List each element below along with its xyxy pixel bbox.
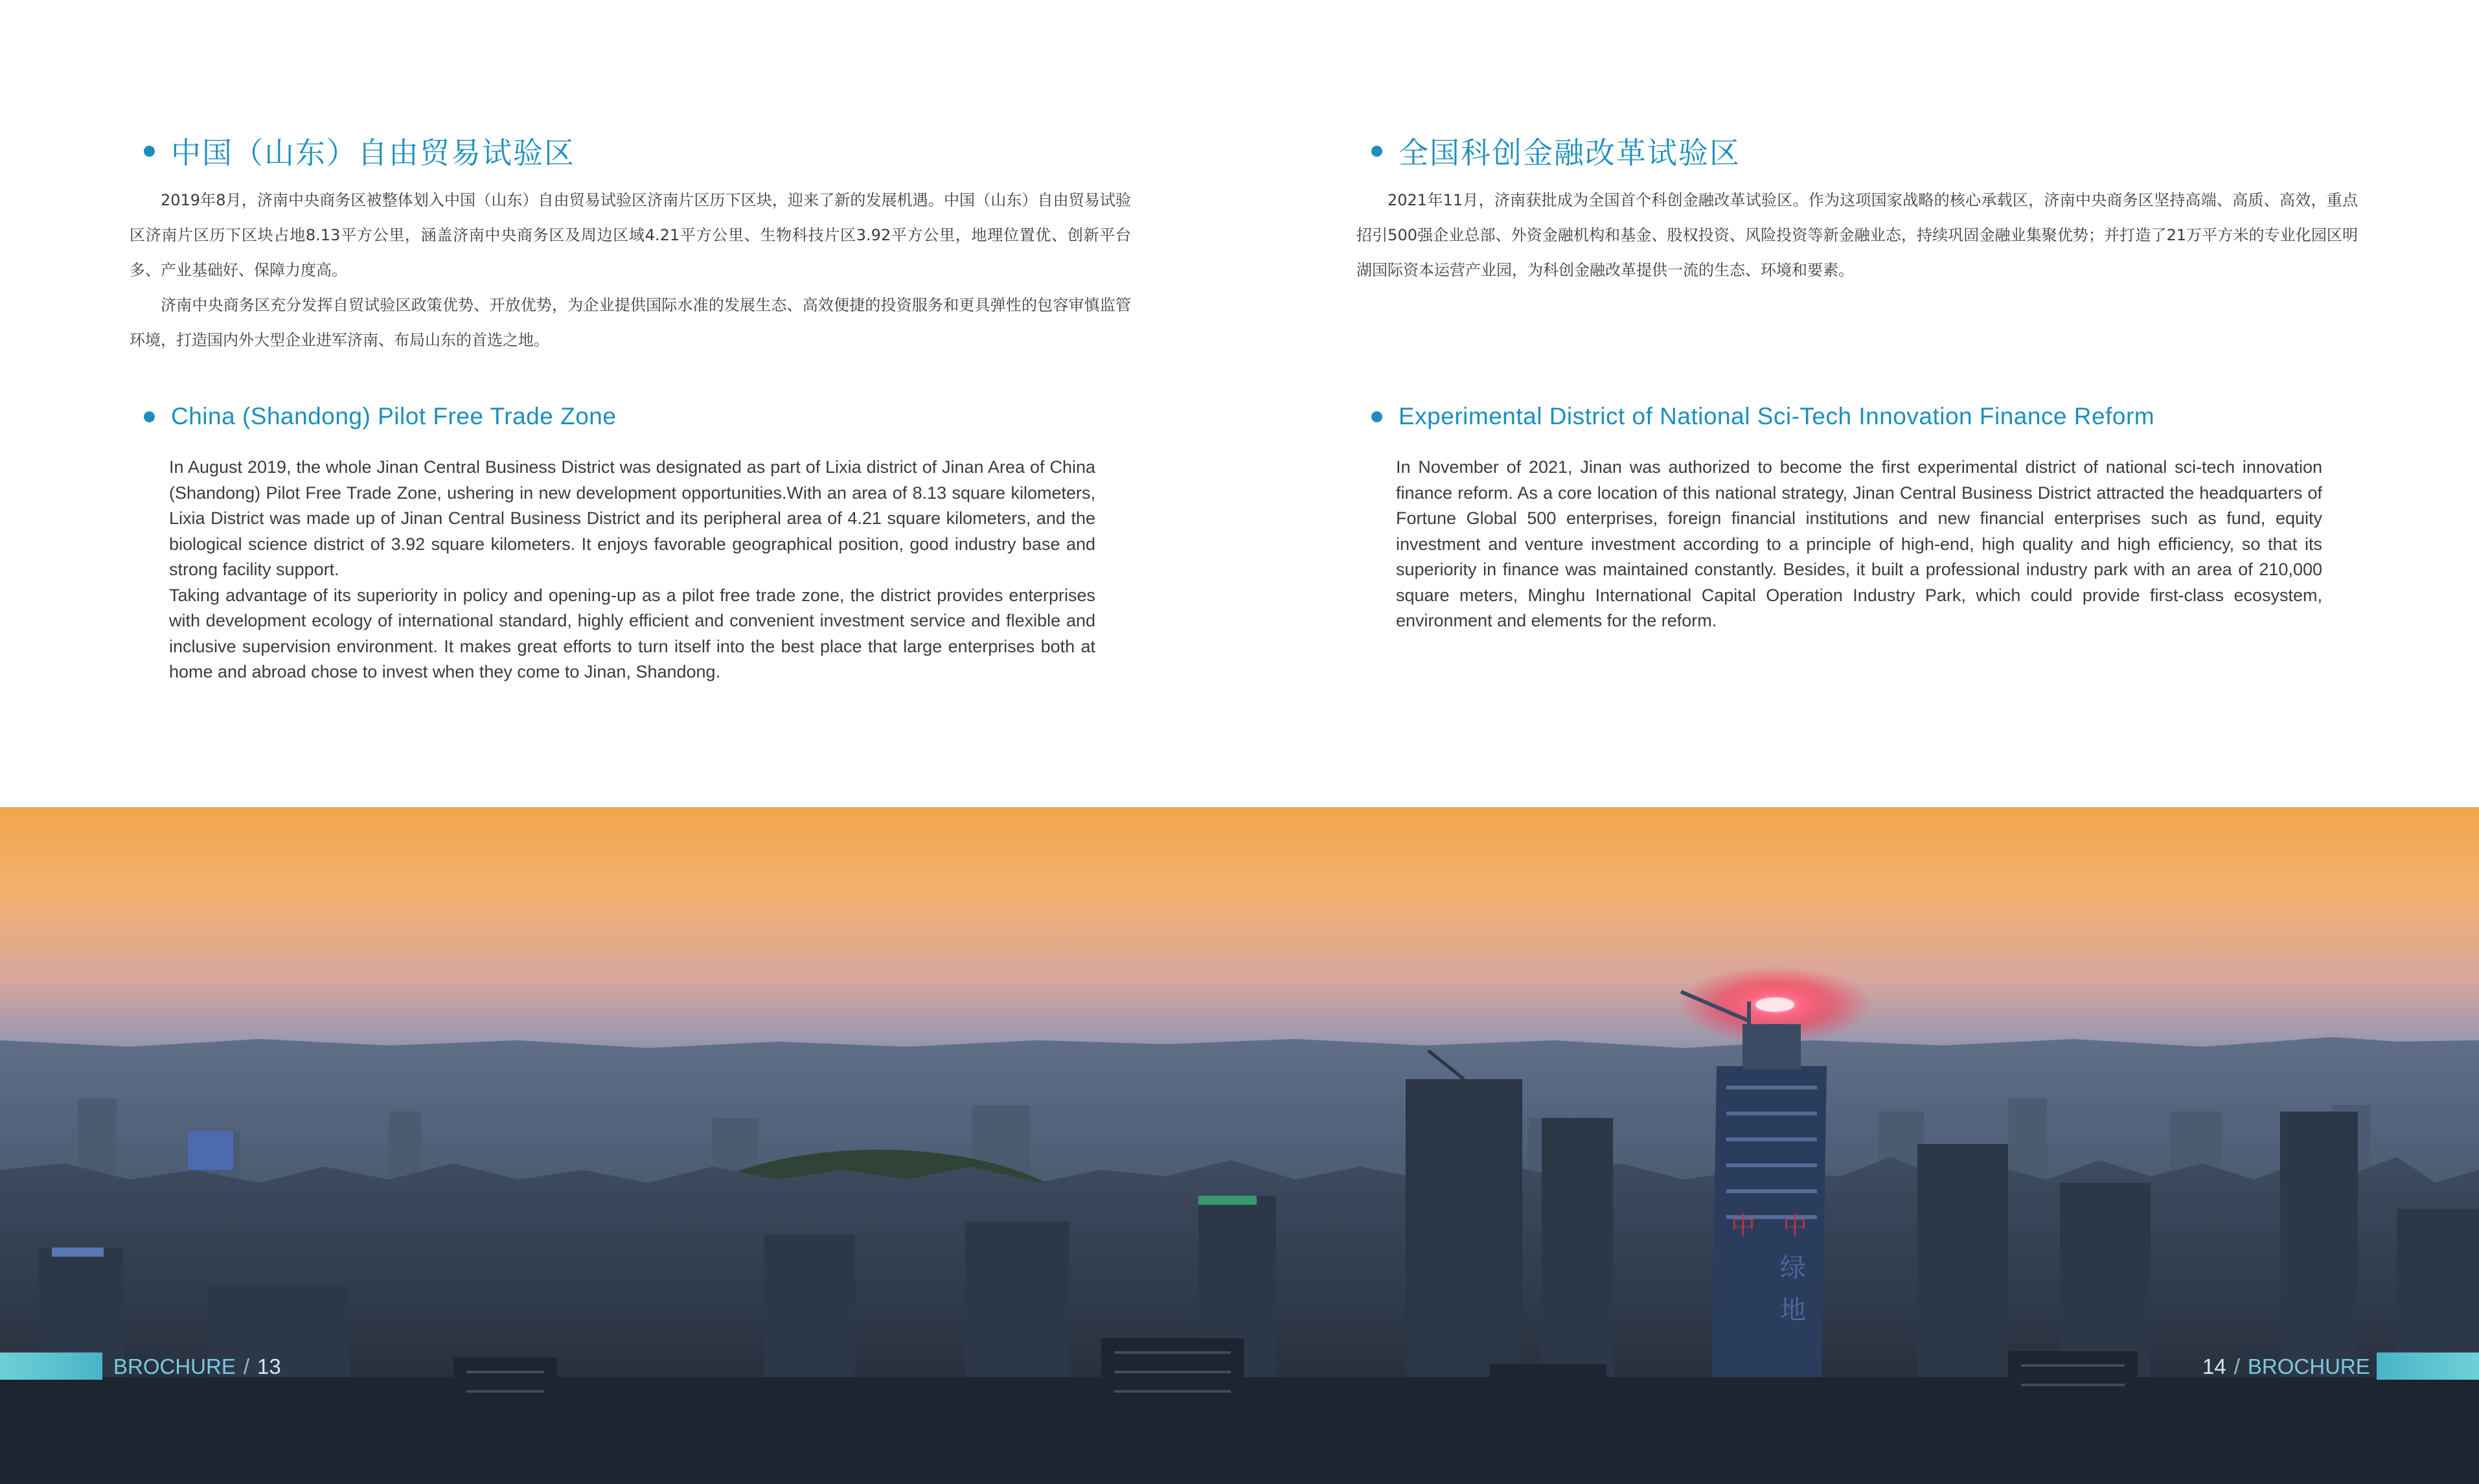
footer-right-brand: BROCHURE <box>2247 1354 2370 1378</box>
right-en-heading-text: Experimental District of National Sci-Tech Innovation Finance Reform <box>1399 403 2155 429</box>
city-sunset-photo <box>0 807 2479 1484</box>
left-en-paragraph-2: Taking advantage of its superiority in policy and opening-up as a pilot free trade zone, the district provides enterprises with development ecology of international standard, highly efficient and convenient investment service and flexible and inclusive supervision environment. It makes great efforts to turn itself into the best place that large enterprises both at home and abroad chose to invest when they come to Jinan, Shandong. <box>169 585 1095 681</box>
left-en-heading <box>144 403 616 430</box>
left-cn-paragraph-2: 济南中央商务区充分发挥自贸试验区政策优势、开放优势，为企业提供国际水准的发展生态、高效便捷的投资服务和更具弹性的包容审慎监管环境，打造国内外大型企业进军济南、布局山东的首选之地。 <box>130 296 1131 349</box>
tower-sign-3: 绿 <box>1780 1253 1806 1283</box>
left-cn-heading-text: 中国（山东）自由贸易试验区 <box>171 135 575 170</box>
tower-sign-2: 中 <box>1783 1212 1808 1240</box>
tower-sign-1: 中 <box>1731 1212 1756 1240</box>
footer-right-page-number: 14 <box>2202 1354 2226 1378</box>
left-cn-heading <box>144 130 575 172</box>
footer-left-accent-bar <box>0 1353 102 1380</box>
left-cn-body <box>130 183 1131 358</box>
right-cn-paragraph-1: 2021年11月，济南获批成为全国首个科创金融改革试验区。作为这项国家战略的核心承载区，济南中央商务区坚持高端、高质、高效，重点招引500强企业总部、外资金融机构和基金、股权投资、风险投资等新金融业态，持续巩固金融业集聚优势；并打造了21万平方米的专业化园区明湖国际资本运营产业园，为科创金融改革提供一流的生态、环境和要素。 <box>1356 191 2358 279</box>
footer-left-slash: / <box>243 1354 250 1378</box>
footer-left <box>113 1354 281 1379</box>
right-en-body <box>1396 455 2322 634</box>
bullet-icon <box>1371 146 1382 157</box>
footer-left-brand: BROCHURE <box>113 1354 236 1378</box>
footer-right <box>2202 1354 2370 1379</box>
left-en-body <box>169 455 1095 685</box>
left-cn-paragraph-1: 2019年8月，济南中央商务区被整体划入中国（山东）自由贸易试验区济南片区历下区块，迎来了新的发展机遇。中国（山东）自由贸易试验区济南片区历下区块占地8.13平方公里，涵盖济南中央商务区及周边区域4.21平方公里、生物科技片区3.92平方公里，地理位置优、创新平台多、产业基础好、保障力度高。 <box>130 191 1131 279</box>
footer-right-slash: / <box>2233 1354 2240 1378</box>
bullet-icon <box>144 146 155 157</box>
right-cn-heading-text: 全国科创金融改革试验区 <box>1399 135 1741 170</box>
footer-left-page-number: 13 <box>257 1354 281 1378</box>
right-cn-heading <box>1371 130 1741 172</box>
skyline-illustration <box>0 807 2479 1484</box>
left-en-heading-text: China (Shandong) Pilot Free Trade Zone <box>171 403 617 429</box>
bullet-icon <box>1371 411 1382 422</box>
right-en-paragraph-1: In November of 2021, Jinan was authorized to become the first experimental district of national sci-tech innovation finance reform. As a core location of this national strategy, Jinan Central Business District attracted the headquarters of Fortune Global 500 enterprises, foreign financial institutions and new financial enterprises such as fund, equity investment and venture investment according to a principle of high-end, high quality and high efficiency, so that its superiority in finance was maintained constantly. Besides, it built a professional industry park with an area of 210,000 square meters, Minghu International Capital Operation Industry Park, which could provide first-class ecosystem, environment and elements for the reform. <box>1396 457 2322 630</box>
bullet-icon <box>144 411 155 422</box>
footer-right-accent-bar <box>2377 1353 2479 1380</box>
left-en-paragraph-1: In August 2019, the whole Jinan Central Business District was designated as part of Lixia district of Jinan Area of China (Shandong) Pilot Free Trade Zone, ushering in new development opportunities.With an area of 8.13 square kilometers, Lixia District was made up of Jinan Central Business District and its peripheral area of 4.21 square kilometers, and the biological science district of 3.92 square kilometers. It enjoys favorable geographical position, good industry base and strong facility support. <box>169 457 1095 579</box>
tower-sign-4: 地 <box>1780 1296 1806 1325</box>
right-en-heading <box>1371 403 2154 430</box>
right-cn-body <box>1356 183 2358 288</box>
